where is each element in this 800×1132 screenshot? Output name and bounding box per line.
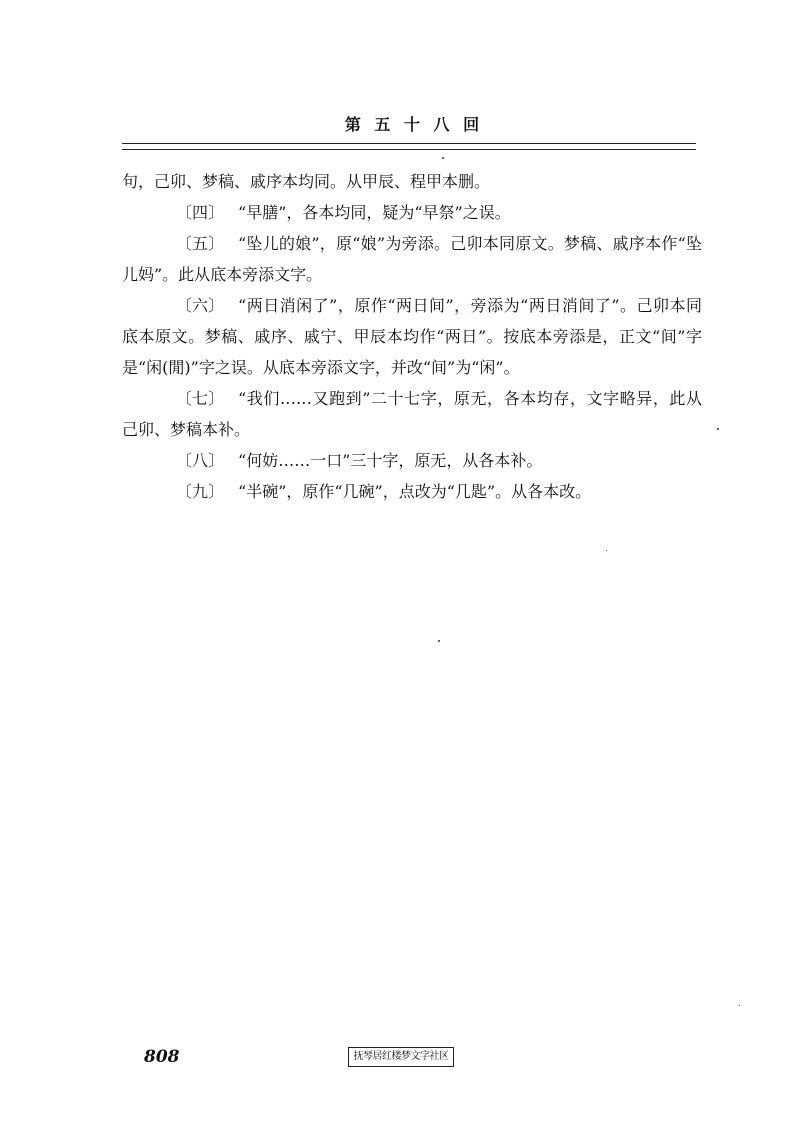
note-text: “半碗”，原作“几碗”，点改为“几匙”。从各本改。 [238,482,592,501]
note-number: 〔七〕 [176,389,225,408]
note-7 [122,383,702,445]
note-continuation [122,166,702,197]
page-number: 808 [144,1047,180,1067]
scan-speck [717,428,719,430]
note-6 [122,290,702,383]
note-text: “两日消闲了”，原作“两日间”，旁添为“两日消间了”。己卯本同底本原文。梦稿、戚序、戚宁、甲辰本均作“两日”。按底本旁添是，正文“间”字是“闲(閒)”字之误。从底本旁添文字，并改“间”为“闲”。 [122,296,702,377]
running-header [0,112,800,135]
note-text: “何妨……一口”三十字，原无，从各本补。 [238,451,543,470]
note-4 [122,197,702,228]
note-text: “我们……又跑到”二十七字，原无，各本均存，文字略异，此从己卯、梦稿本补。 [122,389,702,439]
note-number: 〔六〕 [176,296,225,315]
scan-speck [442,157,444,159]
header-rule-bottom [122,149,696,150]
note-text: “坠儿的娘”，原“娘”为旁添。己卯本同原文。梦稿、戚序本作“坠儿妈”。此从底本旁添文字。 [122,234,702,284]
watermark-stamp: 抚琴居红楼梦文字社区 [348,1047,454,1067]
header-rule-top [122,143,696,144]
note-number: 〔八〕 [176,451,225,470]
note-9 [122,476,702,507]
note-number: 〔九〕 [176,482,225,501]
note-5 [122,228,702,290]
scan-speck [606,550,607,551]
chapter-title: 第 五 十 八 回 [344,115,480,134]
note-8 [122,445,702,476]
annotation-notes [122,166,702,507]
note-text: 句，己卯、梦稿、戚序本均同。从甲辰、程甲本删。 [122,172,491,191]
note-number: 〔四〕 [176,203,225,222]
scan-speck [438,640,440,642]
note-number: 〔五〕 [176,234,225,253]
scan-speck [739,1005,740,1006]
note-text: “早膳”，各本均同，疑为“早祭”之误。 [238,203,511,222]
